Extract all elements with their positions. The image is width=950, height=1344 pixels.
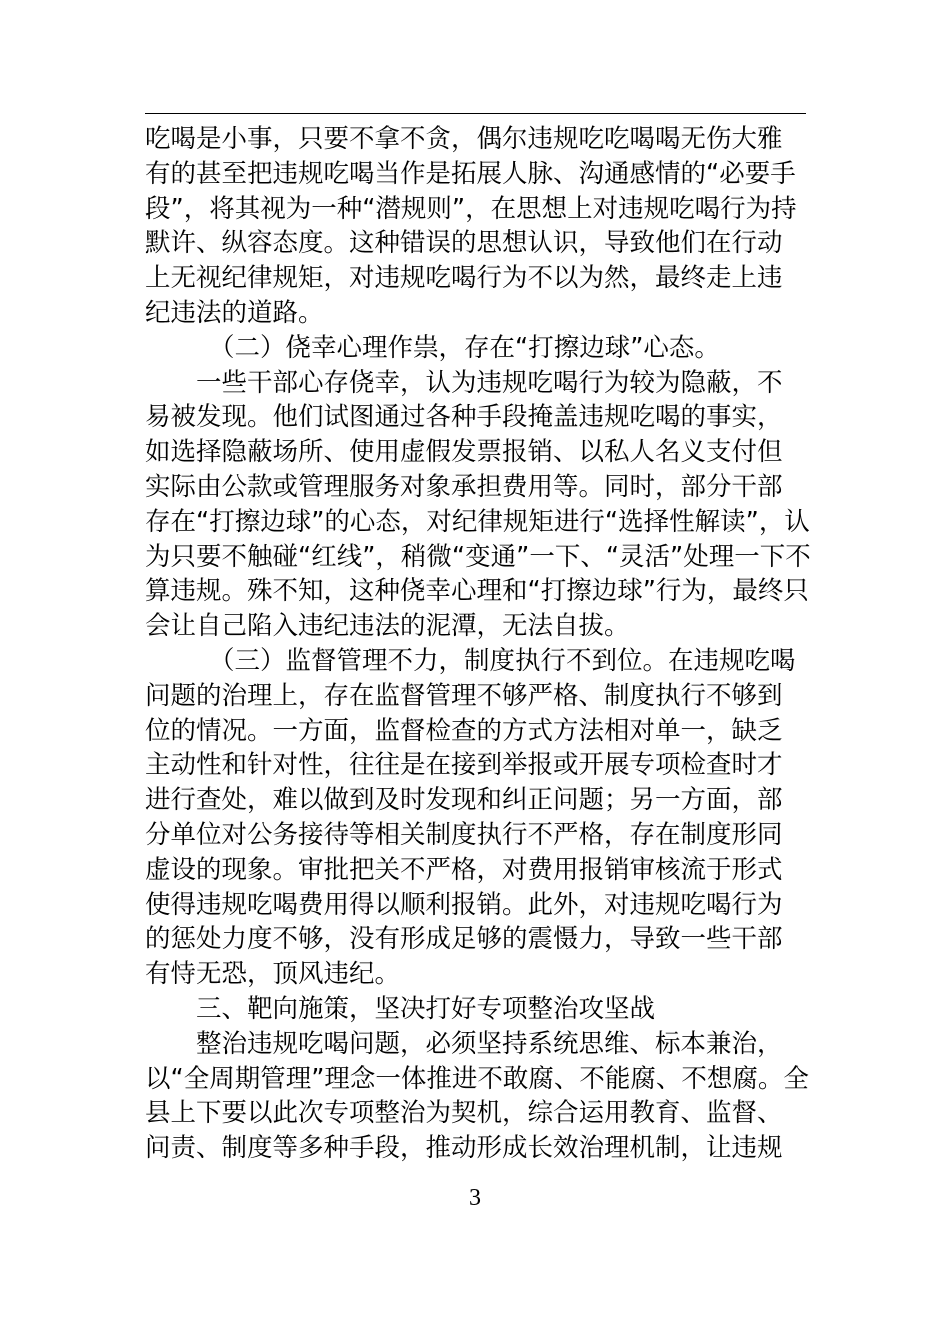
text-line: （二）侥幸心理作祟，存在“打擦边球”心态。 [209,332,720,363]
text-line: 县上下要以此次专项整治为契机，综合运用教育、监督、 [145,1098,783,1129]
body-text [145,122,815,1166]
text-line: 问责、制度等多种手段，推动形成长效治理机制，让违规 [145,1133,783,1164]
text-line: 三、靶向施策，坚决打好专项整治攻坚战 [196,993,656,1024]
text-line: 上无视纪律规矩，对违规吃喝行为不以为然，最终走上违 [145,263,783,294]
text-line: （三）监督管理不力，制度执行不到位。在违规吃喝 [209,645,796,676]
text-line: 段”，将其视为一种“潜规则”，在思想上对违规吃喝行为持 [145,193,797,224]
text-line: 分单位对公务接待等相关制度执行不严格，存在制度形同 [145,819,783,850]
text-line: 有的甚至把违规吃喝当作是拓展人脉、沟通感情的“必要手 [145,158,796,189]
page-number: 3 [469,1185,481,1211]
header-rule [145,113,806,114]
text-line: 整治违规吃喝问题，必须坚持系统思维、标本兼治， [196,1028,783,1059]
text-line: 易被发现。他们试图通过各种手段掩盖违规吃喝的事实， [145,402,783,433]
text-line: 的惩处力度不够，没有形成足够的震慑力，导致一些干部 [145,924,783,955]
text-line: 以“全周期管理”理念一体推进不敢腐、不能腐、不想腐。全 [145,1063,809,1094]
text-line: 位的情况。一方面，监督检查的方式方法相对单一，缺乏 [145,715,783,746]
text-line: 有恃无恐，顶风违纪。 [145,959,401,990]
text-line: 使得违规吃喝费用得以顺利报销。此外，对违规吃喝行为 [145,889,783,920]
text-line: 会让自己陷入违纪违法的泥潭，无法自拔。 [145,611,630,642]
text-line: 纪违法的道路。 [145,297,324,328]
text-line: 存在“打擦边球”的心态，对纪律规矩进行“选择性解读”，认 [145,506,810,537]
text-line: 为只要不触碰“红线”，稍微“变通”一下、“灵活”处理一下不 [145,541,811,572]
text-line: 实际由公款或管理服务对象承担费用等。同时，部分干部 [145,471,783,502]
text-line: 虚设的现象。审批把关不严格，对费用报销审核流于形式 [145,854,783,885]
text-line: 一些干部心存侥幸，认为违规吃喝行为较为隐蔽，不 [196,367,783,398]
text-line: 主动性和针对性，往往是在接到举报或开展专项检查时才 [145,750,783,781]
text-line: 如选择隐蔽场所、使用虚假发票报销、以私人名义支付但 [145,437,783,468]
text-line: 算违规。殊不知，这种侥幸心理和“打擦边球”行为，最终只 [145,576,809,607]
text-line: 进行查处，难以做到及时发现和纠正问题；另一方面，部 [145,785,783,816]
text-line: 问题的治理上，存在监督管理不够严格、制度执行不够到 [145,680,783,711]
text-line: 吃喝是小事，只要不拿不贪，偶尔违规吃吃喝喝无伤大雅 [145,124,783,154]
text-line: 默许、纵容态度。这种错误的思想认识，导致他们在行动 [145,228,783,259]
